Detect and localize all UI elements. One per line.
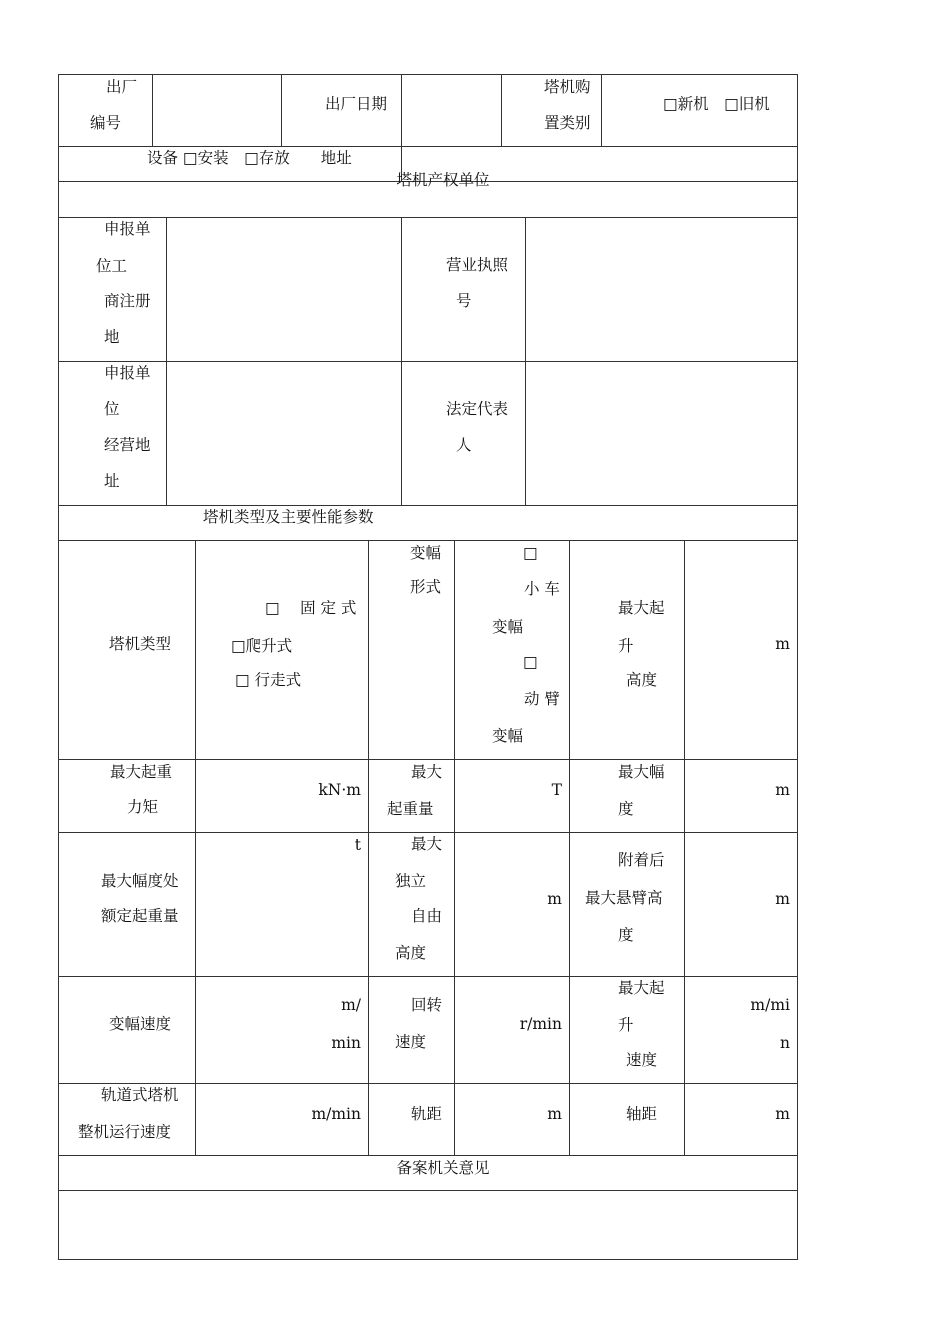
anchored-height-label: 附着后 — [618, 851, 665, 869]
max-load-label: 最大 — [411, 763, 443, 781]
unit-t: t — [354, 836, 361, 854]
divider — [58, 217, 798, 218]
reg-address-label: 申报单 — [104, 220, 151, 238]
divider — [401, 74, 402, 146]
slewing-speed-label: 回转 — [411, 996, 443, 1014]
factory-date-label: 出厂日期 — [325, 95, 388, 113]
license-label: 营业执照 — [446, 256, 509, 274]
business-address-label: 位 — [104, 400, 120, 418]
track-travel-speed-label: 整机运行速度 — [78, 1123, 172, 1141]
free-height-label: 最大 — [411, 835, 443, 853]
free-height-label: 独立 — [395, 872, 427, 890]
unit-m: m — [775, 781, 790, 799]
track-gauge-label: 轨距 — [411, 1105, 443, 1123]
divider — [58, 361, 798, 362]
business-address-label: 址 — [104, 472, 120, 490]
unit-m: m — [775, 635, 790, 653]
divider — [58, 976, 798, 977]
max-load-label: 起重量 — [387, 800, 434, 818]
reg-address-label: 商注册 — [104, 292, 151, 310]
divider — [601, 74, 602, 146]
border-bottom — [58, 1259, 798, 1260]
divider — [501, 74, 502, 146]
registration-form-table — [58, 74, 798, 1260]
track-travel-speed-label: 轨道式塔机 — [101, 1086, 179, 1104]
section-params: 塔机类型及主要性能参数 — [203, 508, 374, 526]
business-address-label: 经营地 — [104, 436, 151, 454]
max-radius-label: 最大幅 — [618, 763, 665, 781]
border-top — [58, 74, 798, 75]
max-lift-height-label: 高度 — [626, 671, 658, 689]
legal-rep-label: 法定代表 — [446, 400, 509, 418]
legal-rep-label: 人 — [456, 436, 472, 454]
slewing-speed-label: 速度 — [395, 1033, 427, 1051]
unit-m-min: min — [331, 1034, 361, 1052]
divider — [525, 217, 526, 505]
unit-m-min: m/min — [311, 1105, 361, 1123]
factory-no-label: 编号 — [90, 114, 122, 132]
section-filing-opinion: 备案机关意见 — [396, 1159, 490, 1177]
unit-r-min: r/min — [519, 1015, 562, 1033]
purchase-type-label: 置类别 — [544, 114, 591, 132]
max-hoist-speed-label: 最大起 — [618, 979, 665, 997]
divider — [281, 74, 282, 146]
option-boom-luffing[interactable]: □ — [523, 653, 538, 671]
factory-no-label: 出厂 — [106, 78, 138, 96]
option-trolley-luffing: 变幅 — [492, 618, 524, 636]
luffing-speed-label: 变幅速度 — [109, 1015, 172, 1033]
unit-m-min: m/ — [341, 996, 361, 1014]
divider — [152, 74, 153, 146]
free-height-label: 自由 — [411, 907, 443, 925]
option-climbing[interactable]: □爬升式 — [231, 637, 293, 655]
option-fixed[interactable]: □ 固 定 式 — [265, 599, 357, 617]
option-trolley-luffing: 小 车 — [524, 580, 560, 598]
filing-opinion-field[interactable] — [59, 1191, 797, 1259]
divider — [58, 505, 798, 506]
unit-m: m — [775, 890, 790, 908]
divider — [368, 540, 369, 1155]
luffing-form-label: 变幅 — [410, 544, 442, 562]
max-hoist-speed-label: 升 — [618, 1016, 634, 1034]
device-address-label: 设备 □安装 □存放 地址 — [147, 149, 352, 167]
border-right — [797, 74, 798, 1260]
divider — [569, 540, 570, 1155]
section-owner-unit: 塔机产权单位 — [396, 171, 490, 189]
license-label: 号 — [456, 292, 472, 310]
max-radius-label: 度 — [618, 800, 634, 818]
option-boom-luffing: 变幅 — [492, 727, 524, 745]
unit-m-min: n — [780, 1034, 790, 1052]
unit-knm: kN·m — [318, 781, 361, 799]
max-moment-label: 最大起重 — [110, 763, 173, 781]
unit-m: m — [775, 1105, 790, 1123]
unit-m: m — [547, 1105, 562, 1123]
unit-m-min: m/mi — [750, 996, 790, 1014]
anchored-height-label: 最大悬臂高 — [585, 889, 663, 907]
option-trolley-luffing[interactable]: □ — [523, 544, 538, 562]
business-address-label: 申报单 — [104, 364, 151, 382]
crane-type-label: 塔机类型 — [109, 635, 172, 653]
reg-address-label: 位工 — [96, 257, 128, 275]
anchored-height-label: 度 — [618, 926, 634, 944]
purchase-type-label: 塔机购 — [544, 78, 591, 96]
option-travelling[interactable]: □ 行走式 — [235, 671, 302, 689]
option-boom-luffing: 动 臂 — [524, 690, 560, 708]
luffing-form-label: 形式 — [410, 578, 442, 596]
max-hoist-speed-label: 速度 — [626, 1051, 658, 1069]
tip-load-label: 额定起重量 — [101, 907, 179, 925]
max-lift-height-label: 最大起 — [618, 599, 665, 617]
new-old-checkboxes[interactable]: □新机 □旧机 — [663, 95, 770, 113]
reg-address-label: 地 — [104, 328, 120, 346]
wheelbase-label: 轴距 — [626, 1105, 658, 1123]
unit-m: m — [547, 890, 562, 908]
tip-load-label: 最大幅度处 — [101, 872, 179, 890]
max-lift-height-label: 升 — [618, 637, 634, 655]
divider — [166, 217, 167, 505]
border-left — [58, 74, 59, 1260]
max-moment-label: 力矩 — [127, 798, 159, 816]
divider — [401, 217, 402, 505]
divider — [454, 540, 455, 1155]
free-height-label: 高度 — [395, 944, 427, 962]
unit-t: T — [551, 781, 562, 799]
